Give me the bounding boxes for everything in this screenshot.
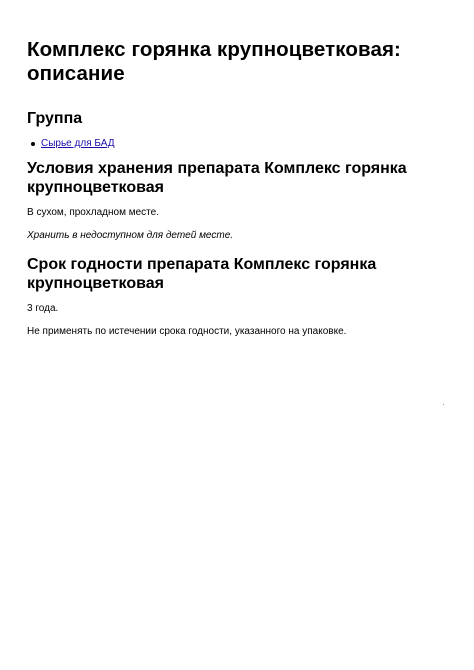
list-item bbox=[41, 138, 447, 150]
storage-text: В сухом, прохладном месте. bbox=[27, 207, 159, 218]
shelf-life-text: 3 года. bbox=[27, 303, 59, 314]
page-title: Комплекс горянка крупноцветковая: описание bbox=[27, 38, 401, 85]
storage-warning-text: Хранить в недоступном для детей месте. bbox=[27, 230, 234, 241]
shelf-life-heading: Срок годности препарата Комплекс горянка крупноцветковая bbox=[27, 256, 377, 292]
group-link[interactable]: Сырье для БАД bbox=[41, 138, 115, 149]
page-dot-mark bbox=[443, 404, 444, 405]
document-page bbox=[27, 38, 447, 338]
storage-heading: Условия хранения препарата Комплекс горянка крупноцветковая bbox=[27, 160, 407, 196]
group-list bbox=[27, 138, 447, 150]
group-heading: Группа bbox=[27, 110, 83, 127]
bullet-icon bbox=[31, 142, 35, 146]
shelf-life-warning-text: Не применять по истечении срока годности, указанного на упаковке. bbox=[27, 326, 347, 337]
